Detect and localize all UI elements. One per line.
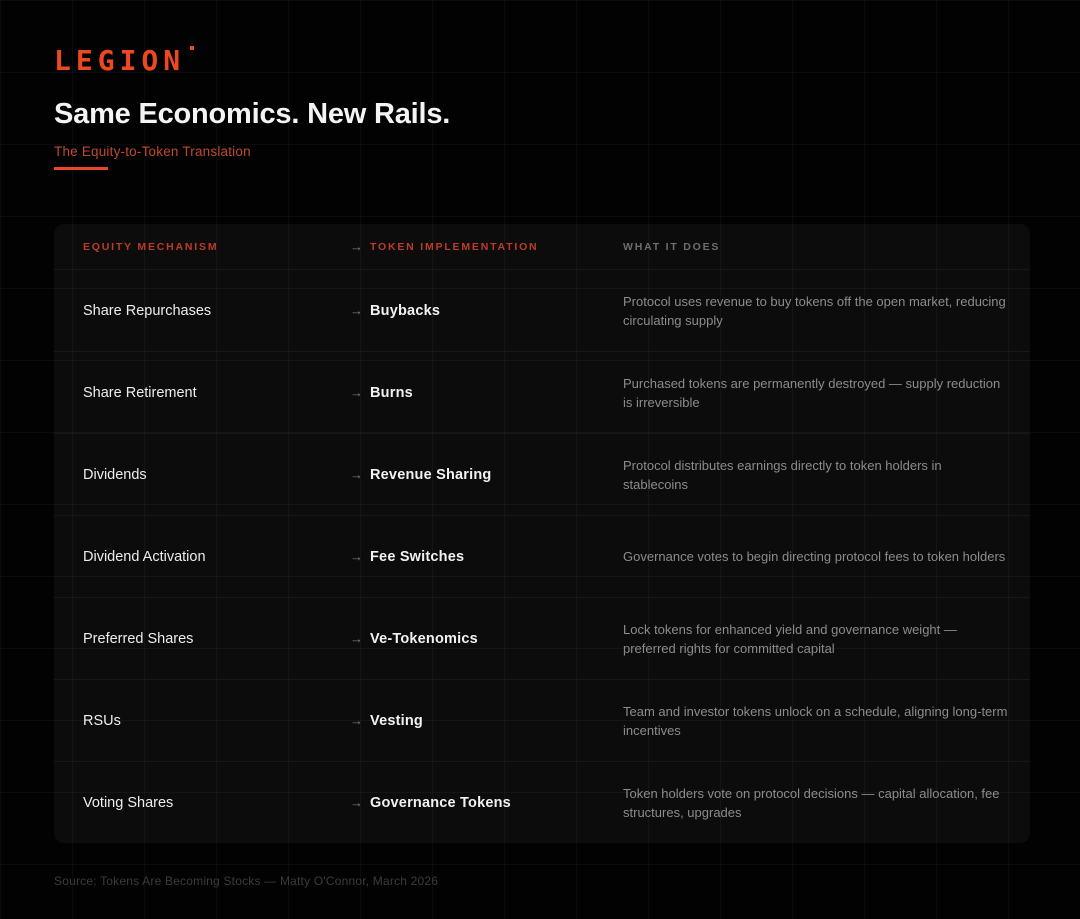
legion-logo: LEGION — [54, 44, 186, 77]
description-cell: Team and investor tokens unlock on a schedule, aligning long-term incentives — [623, 703, 1008, 738]
page-title: Same Economics. New Rails. — [54, 98, 451, 130]
translation-table — [54, 224, 1030, 843]
equity-mechanism-cell: Preferred Shares — [83, 630, 194, 647]
table-row — [54, 761, 1030, 843]
description-cell: Protocol distributes earnings directly to token holders in stablecoins — [623, 457, 942, 492]
subtitle-underline — [54, 167, 108, 170]
table-header-row — [54, 224, 1030, 269]
arrow-icon: → — [350, 385, 363, 400]
arrow-icon: → — [350, 467, 363, 482]
equity-mechanism-cell: Share Repurchases — [83, 302, 212, 319]
token-implementation-cell: Ve-Tokenomics — [370, 630, 478, 647]
token-implementation-cell: Buybacks — [370, 302, 441, 319]
header-token-implementation: TOKEN IMPLEMENTATION — [370, 240, 539, 253]
description-cell: Governance votes to begin directing protocol fees to token holders — [623, 549, 1006, 564]
table-row — [54, 679, 1030, 761]
table-row — [54, 597, 1030, 679]
page-subtitle: The Equity-to-Token Translation — [54, 144, 251, 159]
equity-mechanism-cell: RSUs — [83, 712, 121, 729]
table-row — [54, 269, 1030, 351]
token-implementation-cell: Fee Switches — [370, 548, 465, 565]
arrow-icon: → — [350, 631, 363, 646]
equity-mechanism-cell: Share Retirement — [83, 384, 197, 401]
arrow-icon: → — [350, 303, 363, 318]
table-row — [54, 515, 1030, 597]
source-citation: Source: Tokens Are Becoming Stocks — Matty O'Connor, March 2026 — [54, 874, 439, 888]
token-implementation-cell: Revenue Sharing — [370, 466, 492, 483]
token-implementation-cell: Burns — [370, 384, 413, 401]
token-implementation-cell: Vesting — [370, 712, 423, 729]
header-what-it-does: WHAT IT DOES — [623, 240, 721, 253]
token-implementation-cell: Governance Tokens — [370, 794, 511, 811]
arrow-icon: → — [350, 795, 363, 810]
table-row — [54, 433, 1030, 515]
arrow-icon: → — [350, 549, 363, 564]
table-row — [54, 351, 1030, 433]
equity-mechanism-cell: Voting Shares — [83, 794, 174, 811]
description-cell: Lock tokens for enhanced yield and governance weight — preferred rights for committed capital — [623, 621, 957, 656]
description-cell: Token holders vote on protocol decisions — capital allocation, fee structures, upgrades — [623, 785, 1000, 820]
header-equity-mechanism: EQUITY MECHANISM — [83, 240, 219, 253]
equity-mechanism-cell: Dividend Activation — [83, 548, 206, 565]
arrow-icon: → — [350, 713, 363, 728]
description-cell: Protocol uses revenue to buy tokens off the open market, reducing circulating supply — [623, 293, 1006, 328]
arrow-icon: → — [350, 239, 363, 254]
equity-mechanism-cell: Dividends — [83, 466, 147, 483]
description-cell: Purchased tokens are permanently destroyed — supply reduction is irreversible — [623, 375, 1001, 410]
